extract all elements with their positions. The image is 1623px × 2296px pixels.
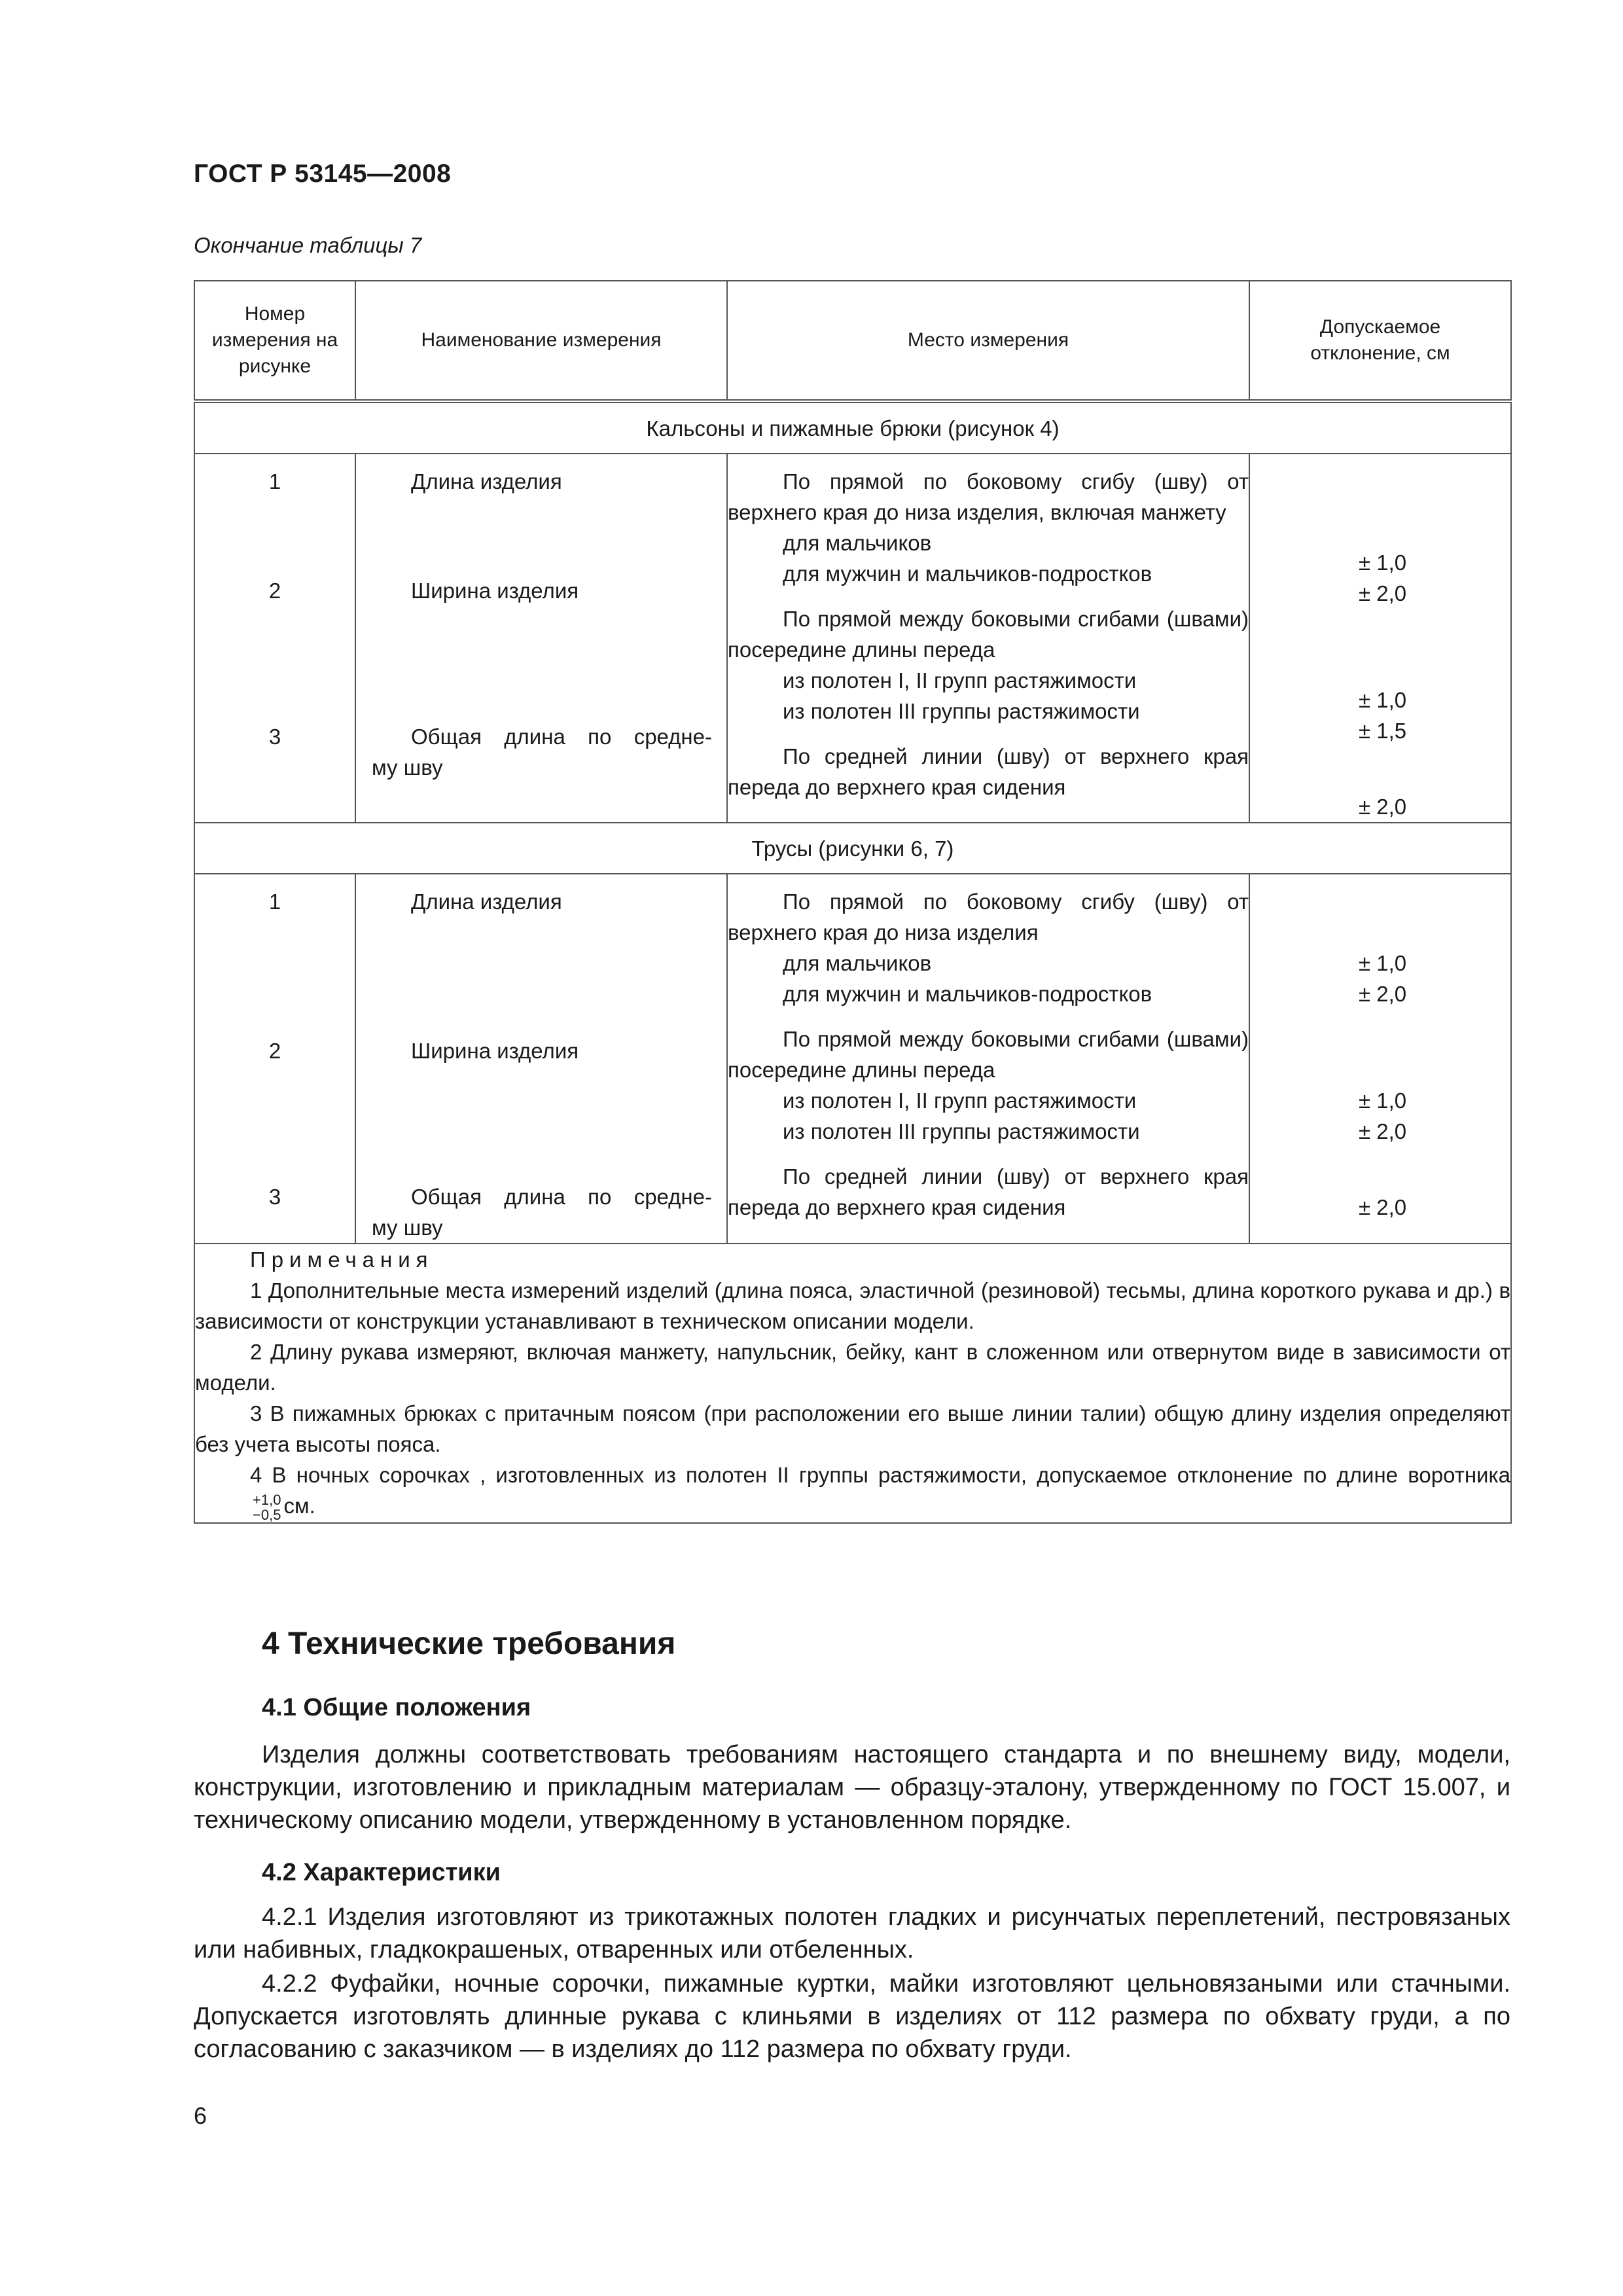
section-row	[194, 401, 1511, 454]
document-code: ГОСТ Р 53145—2008	[194, 160, 452, 188]
tolerance-value: ± 1,5	[1359, 719, 1407, 743]
section-row	[194, 823, 1511, 874]
subsection-heading: 4.2 Характеристики	[262, 1859, 501, 1886]
measurement-name-line: Общая длина по средне-	[411, 1185, 712, 1209]
paragraph: Изделия должны соответствовать требованиям настоящего стандарта и по внешнему виду, модели, конструкции, изготовлению и прикладным материалам — образцу-эталону, утвержденному по ГОСТ 15.007, и техническому описанию модели, утвержденному в установленном порядке.	[194, 1741, 1510, 1834]
tolerance-upper: +1,0	[253, 1492, 281, 1509]
measurement-place: По прямой между боковыми сгибами (швами) посередине длины переда	[728, 607, 1249, 662]
measurement-name: Ширина изделия	[411, 1039, 579, 1063]
measurement-name: Длина изделия	[411, 469, 562, 493]
tolerance-lower: −0,5	[253, 1507, 281, 1524]
measurement-name-line: му шву	[372, 755, 443, 780]
tolerance-value: ± 2,0	[1359, 581, 1407, 605]
measurement-place: По средней линии (шву) от верхнего края переда до верхнего края сидения	[728, 1164, 1249, 1219]
measurement-name	[356, 721, 726, 783]
measurement-number: 1	[268, 889, 281, 914]
measurement-place: По прямой между боковыми сгибами (швами) посередине длины переда	[728, 1027, 1249, 1082]
measurement-place: По средней линии (шву) от верхнего края переда до верхнего края сидения	[728, 744, 1249, 799]
column-header-tolerance: Допускаемое отклонение, см	[1249, 281, 1511, 401]
subsection-heading: 4.1 Общие положения	[262, 1694, 531, 1721]
tolerance-value: ± 1,0	[1359, 688, 1407, 712]
table-row	[194, 874, 1511, 1244]
measurement-place-sub: для мальчиков	[783, 531, 932, 555]
notes-title: Примечания	[250, 1247, 434, 1272]
notes	[194, 1244, 1511, 1523]
measurement-number: 1	[268, 469, 281, 493]
section-heading: 4 Технические требования	[262, 1626, 676, 1661]
section-title: Кальсоны и пижамные брюки (рисунок 4)	[194, 401, 1511, 454]
note-4-text: 4 В ночных сорочках , изготовленных из полотен II группы растяжимости, допускаемое отклонение по длине воротника	[250, 1463, 1510, 1487]
table-caption: Окончание таблицы 7	[194, 233, 422, 257]
measurement-name-line: му шву	[372, 1215, 443, 1240]
tolerance-value: ± 2,0	[1359, 795, 1407, 819]
notes-row	[194, 1244, 1511, 1523]
measurement-place-sub: для мальчиков	[783, 951, 932, 975]
measurement-place-sub: из полотен III группы растяжимости	[783, 1119, 1140, 1143]
page-number: 6	[194, 2102, 207, 2129]
section-title: Трусы (рисунки 6, 7)	[194, 823, 1511, 874]
note-item: 2 Длину рукава измеряют, включая манжету, напульсник, бейку, кант в сложенном или отвернутом виде в зависимости от модели.	[195, 1340, 1510, 1395]
note-item: 1 Дополнительные места измерений изделий (длина пояса, эластичной (резиновой) тесьмы, длина короткого рукава и др.) в зависимости от конструкции устанавливают в техническом описании модели.	[195, 1278, 1510, 1333]
measurements-table	[194, 280, 1512, 1524]
measurement-place-sub: для мужчин и мальчиков-подростков	[783, 562, 1152, 586]
tolerance-value: ± 1,0	[1359, 550, 1407, 575]
table-row	[194, 454, 1511, 823]
measurement-number: 3	[268, 1185, 281, 1209]
note-item: 3 В пижамных брюках с притачным поясом (при расположении его выше линии талии) общую длину изделия определяют без учета высоты пояса.	[195, 1401, 1510, 1456]
measurement-place: По прямой по боковому сгибу (шву) от верхнего края до низа изделия, включая манжету	[728, 469, 1249, 524]
column-header-place: Место измерения	[727, 281, 1249, 401]
tolerance-fraction	[198, 1492, 281, 1522]
note-4-unit: см.	[283, 1494, 315, 1518]
table-header-row	[194, 281, 1511, 401]
paragraph: 4.2.1 Изделия изготовляют из трикотажных полотен гладких и рисунчатых переплетений, пестровязаных или набивных, гладкокрашеных, отваренных или отбеленных.	[194, 1903, 1510, 1964]
tolerance-value: ± 1,0	[1359, 1088, 1407, 1113]
measurement-name: Длина изделия	[411, 889, 562, 914]
measurement-place: По прямой по боковому сгибу (шву) от верхнего края до низа изделия	[728, 889, 1249, 944]
measurement-name	[356, 1181, 726, 1243]
measurement-number: 2	[268, 579, 281, 603]
tolerance-value: ± 2,0	[1359, 982, 1407, 1006]
tolerance-value: ± 2,0	[1359, 1195, 1407, 1219]
measurement-number: 2	[268, 1039, 281, 1063]
tolerance-value: ± 2,0	[1359, 1119, 1407, 1143]
measurement-place-sub: из полотен I, II групп растяжимости	[783, 1088, 1137, 1113]
measurement-place-sub: для мужчин и мальчиков-подростков	[783, 982, 1152, 1006]
measurement-name: Ширина изделия	[411, 579, 579, 603]
column-header-number: Номер измерения на рисунке	[194, 281, 355, 401]
measurement-place-sub: из полотен III группы растяжимости	[783, 699, 1140, 723]
measurement-number: 3	[268, 725, 281, 749]
measurement-place-sub: из полотен I, II групп растяжимости	[783, 668, 1137, 692]
tolerance-value: ± 1,0	[1359, 951, 1407, 975]
paragraph: 4.2.2 Фуфайки, ночные сорочки, пижамные куртки, майки изготовляют цельновязаными или стачными. Допускается изготовлять длинные рукава с клиньями в изделиях от 112 размера по обхвату груди, а по согласованию с заказчиком — в изделиях до 112 размера по обхвату груди.	[194, 1970, 1510, 2063]
measurement-name-line: Общая длина по средне-	[411, 725, 712, 749]
note-item	[195, 1460, 1510, 1522]
column-header-name: Наименование измерения	[355, 281, 727, 401]
